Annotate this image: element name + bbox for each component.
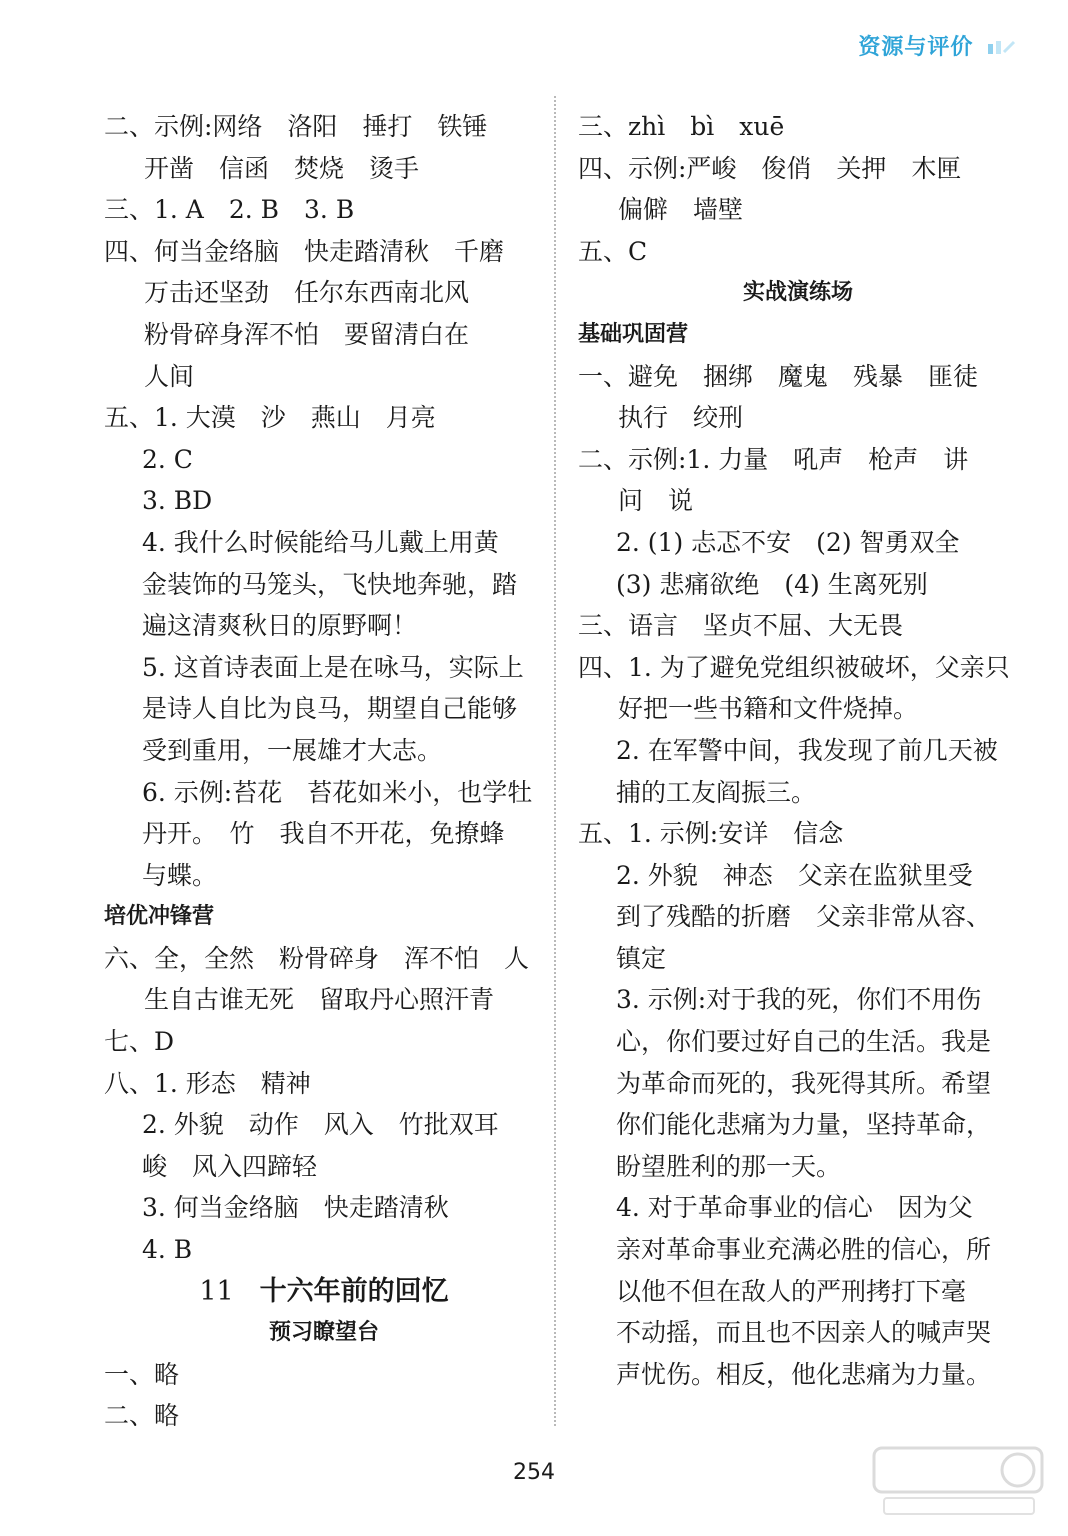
answer-line: 三、zhì bì xuē	[578, 112, 785, 141]
answer-line: 亲对革命事业充满必胜的信心，所	[616, 1235, 992, 1265]
answer-line: 开凿 信函 焚烧 烫手	[144, 153, 420, 183]
header-title-block	[858, 30, 1016, 61]
lesson-title-text: 十六年前的回忆	[259, 1275, 449, 1307]
answer-line: 镇定	[616, 943, 667, 973]
answer-line: 到了残酷的折磨 父亲非常从容、	[616, 902, 992, 932]
answer-line: 人间	[144, 361, 195, 391]
answer-line: 峻 风入四蹄轻	[142, 1151, 318, 1181]
answer-line: 2. 外貌 动作 风入 竹批双耳	[142, 1110, 499, 1140]
answer-line: 以他不但在敌人的严刑拷打下毫	[616, 1276, 967, 1306]
section-heading: 预习瞭望台	[268, 1320, 379, 1346]
answer-line: 2. C	[142, 444, 193, 474]
answer-line: 3. 示例:对于我的死，你们不用伤	[616, 985, 982, 1015]
header-decoration-icon	[986, 38, 1016, 58]
answer-line: 问 说	[618, 486, 694, 516]
answer-line: 4. B	[142, 1235, 193, 1265]
answer-line: 万击还坚劲 任尔东西南北风	[144, 278, 470, 308]
answer-line: 一、避免 捆绑 魔鬼 残暴 匪徒	[578, 361, 979, 391]
watermark-logo	[868, 1442, 1048, 1522]
answer-line: 4. 我什么时候能给马儿戴上用黄	[142, 527, 499, 557]
lesson-title	[104, 1271, 544, 1313]
answer-line: 遍这清爽秋日的原野啊！	[142, 611, 418, 641]
answer-line: 5. 这首诗表面上是在咏马，实际上	[142, 652, 524, 682]
answer-line: 八、1. 形态 精神	[104, 1068, 311, 1098]
answer-line: 4. 对于革命事业的信心 因为父	[616, 1193, 973, 1223]
answer-line: 你们能化悲痛为力量，坚持革命，	[616, 1110, 992, 1140]
header-title: 资源与评价	[858, 35, 974, 60]
answer-line: 一、略	[104, 1359, 180, 1389]
answer-line: 粉骨碎身浑不怕 要留清白在	[144, 319, 470, 349]
lesson-number: 11	[199, 1275, 234, 1307]
column-divider	[554, 96, 556, 1426]
answer-line: 三、1. A 2. B 3. B	[104, 195, 355, 225]
answer-line: 心，你们要过好自己的生活。我是	[616, 1027, 992, 1057]
section-heading: 实战演练场	[742, 280, 853, 306]
answer-line: 受到重用，一展雄才大志。	[142, 735, 443, 765]
answer-line: 盼望胜利的那一天。	[616, 1151, 842, 1181]
answer-line: 不动摇，而且也不因亲人的喊声哭	[616, 1318, 992, 1348]
answer-line: 声忧伤。相反，他化悲痛为力量。	[616, 1359, 992, 1389]
answer-line: 丹开。 竹 我自不开花，免撩蜂	[142, 819, 505, 849]
answer-line: (3) 悲痛欲绝 (4) 生离死别	[616, 569, 928, 599]
answer-line: 3. BD	[142, 486, 213, 516]
answer-line: 四、示例:严峻 俊俏 关押 木匣	[578, 153, 962, 183]
answer-line: 与蝶。	[142, 860, 218, 890]
answer-line: 四、何当金络脑 快走踏清秋 千磨	[104, 236, 505, 266]
section-heading: 基础巩固营	[578, 321, 689, 347]
answer-line: 是诗人自比为良马，期望自己能够	[142, 694, 518, 724]
answer-line: 执行 绞刑	[618, 403, 744, 433]
answer-line: 二、略	[104, 1401, 180, 1431]
right-column	[578, 106, 1018, 1395]
page-number: 254	[513, 1460, 555, 1485]
answer-line: 五、1. 示例:安详 信念	[578, 819, 844, 849]
answer-line: 金装饰的马笼头，飞快地奔驰，踏	[142, 569, 518, 599]
left-column	[104, 106, 544, 1437]
answer-line: 2. 在军警中间，我发现了前几天被	[616, 735, 998, 765]
answer-line: 二、示例:网络 洛阳 捶打 铁锤	[104, 112, 488, 141]
answer-line: 为革命而死的，我死得其所。希望	[616, 1068, 992, 1098]
answer-line: 二、示例:1. 力量 吼声 枪声 讲	[578, 444, 969, 474]
answer-line: 五、1. 大漠 沙 燕山 月亮	[104, 403, 436, 433]
answer-line: 2. (1) 忐忑不安 (2) 智勇双全	[616, 527, 960, 557]
answer-line: 五、C	[578, 236, 648, 266]
answer-line: 好把一些书籍和文件烧掉。	[618, 694, 919, 724]
answer-line: 生自古谁无死 留取丹心照汗青	[144, 985, 495, 1015]
answer-line: 四、1. 为了避免党组织被破坏，父亲只	[578, 652, 1010, 682]
answer-line: 六、全，全然 粉骨碎身 浑不怕 人	[104, 943, 530, 973]
answer-line: 6. 示例:苔花 苔花如米小，也学牡	[142, 777, 533, 807]
answer-line: 3. 何当金络脑 快走踏清秋	[142, 1193, 449, 1223]
answer-line: 七、D	[104, 1027, 175, 1057]
answer-line: 偏僻 墙壁	[618, 195, 744, 225]
answer-line: 2. 外貌 神态 父亲在监狱里受	[616, 860, 973, 890]
answer-line: 三、语言 坚贞不屈、大无畏	[578, 611, 904, 641]
section-heading: 培优冲锋营	[104, 904, 215, 930]
answer-line: 捕的工友阎振三。	[616, 777, 817, 807]
